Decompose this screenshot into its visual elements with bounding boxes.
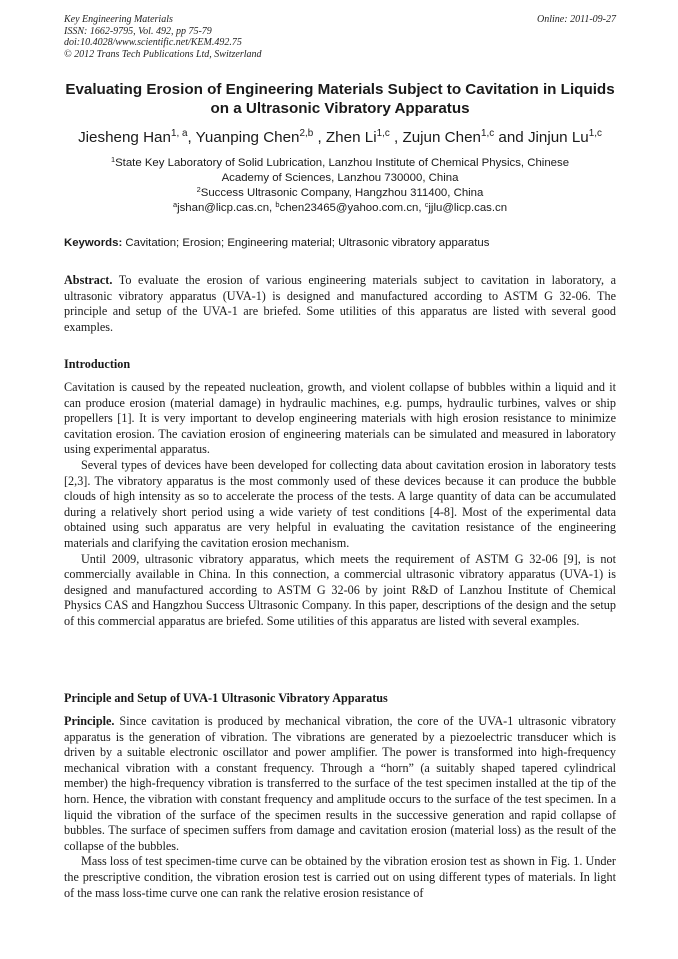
abstract (64, 273, 616, 335)
paragraph-text: Since cavitation is produced by mechanical vibration, the core of the UVA-1 ultrasonic vibratory apparatus is the generation of vibration. The vibrations are generated by a piezoelectric transducer which is driven by a suitable electronic oscillator and power amplifier. The power is transformed into high-frequency mechanical vibration with a constant frequency. Through a “horn” (a suitably shaped tapered cylindrical member) the high-frequency vibration is transferred to the surface of the test specimen installed at the tip of the horn. Hence, the vibration with constant frequency and amplitude occurs to the surface of the test specimen. In a liquid the vibration of the surface of the specimen results in the successive generation and rapid collapse of bubbles. The surface of specimen suffers from damage and cavitation erosion (material loss) as the result of the collapse of the bubbles. (64, 714, 616, 853)
email-sup: b (275, 199, 280, 209)
keywords (64, 236, 616, 251)
affiliation-text: State Key Laboratory of Solid Lubrication, Lanzhou Institute of Chemical Physics, Chinese (115, 157, 570, 169)
author-sup: 1,c (480, 128, 495, 140)
author-name: Yuanping Chen (195, 129, 300, 146)
author-name: Zhen Li (325, 129, 377, 146)
principle-body (64, 714, 616, 901)
author-separator: , (313, 129, 326, 146)
affiliation-sup: 2 (196, 184, 201, 194)
email-b: chen23465@yahoo.com.cn, (279, 202, 425, 214)
author-name: Jiesheng Han (78, 129, 171, 146)
author-separator: , (187, 129, 196, 146)
author-separator: and (494, 129, 528, 146)
paragraph: Until 2009, ultrasonic vibratory apparatus, which meets the requirement of ASTM G 32-06 [9], is not commercially available in China. In this connection, a commercial ultrasonic vibratory apparatus (UVA-1) is designed and manufactured according to ASTM G 32-06 by joint R&D of Lanzhou Institute of Chemical Physics CAS and Hangzhou Success Ultrasonic Company. In this paper, descriptions of the design and the setup of this commercial apparatus are briefed. Some utilities of this apparatus are listed with several examples. (64, 551, 616, 628)
paper-title: Evaluating Erosion of Engineering Materials Subject to Cavitation in Liquids on a Ultrasonic Vibratory Apparatus (65, 81, 615, 117)
journal-name: Key Engineering Materials (64, 14, 173, 25)
author-sup: 1,c (376, 128, 390, 140)
author-name: Jinjun Lu (527, 129, 589, 146)
abstract-text: To evaluate the erosion of various engineering materials subject to cavitation in laboratory, a ultrasonic vibratory apparatus (UVA-1) is designed and manufactured according to ASTM G 32-06. The principle and setup of the UVA-1 are briefed. Some utilities of this apparatus are listed with several good examples. (64, 273, 616, 334)
doi: doi:10.4028/www.scientific.net/KEM.492.75 (64, 37, 242, 48)
author-sup: 1,c (588, 128, 602, 140)
introduction-body (64, 380, 616, 630)
paragraph: Several types of devices have been developed for collecting data about cavitation erosion in laboratory tests [2,3]. The vibratory apparatus is the most commonly used of these devices because it can produce the bubble clouds of high intensity as so to accelerate the process of the tests. A large quantity of data can be accumulated during a relatively short period using a wide variety of test conditions [4-8]. Most of the experimental data obtained using such apparatus are very helpful in evaluating the cavitation resistance of the engineering materials and clarifying the cavitation erosion mechanism. (64, 457, 616, 550)
affiliation-2 (64, 186, 616, 201)
affiliation-text: Success Ultrasonic Company, Hangzhou 311400, China (200, 187, 484, 199)
author-sup: 1, a (170, 128, 188, 140)
keywords-label: Keywords: (64, 237, 123, 249)
abstract-label: Abstract. (64, 273, 113, 287)
affiliation-1-cont: Academy of Sciences, Lanzhou 730000, China (221, 172, 459, 184)
principle-label: Principle. (64, 714, 115, 728)
section-heading-principle: Principle and Setup of UVA-1 Ultrasonic Vibratory Apparatus (64, 691, 388, 705)
email-a: jshan@licp.cas.cn, (177, 202, 276, 214)
email-line (64, 201, 616, 216)
email-sup: c (424, 199, 429, 209)
issn: ISSN: 1662-9795, Vol. 492, pp 75-79 (64, 25, 212, 37)
journal-header (64, 14, 616, 60)
paragraph: Mass loss of test specimen-time curve can be obtained by the vibration erosion test as shown in Fig. 1. Under the prescriptive condition, the vibration erosion test is carried out on using different types of materials. In light of the mass loss-time curve one can rank the relative erosion resistance of (64, 854, 616, 900)
author-name: Zujun Chen (402, 129, 481, 146)
journal-info (64, 14, 262, 60)
paragraph (64, 714, 616, 854)
keywords-text: Cavitation; Erosion; Engineering material; Ultrasonic vibratory apparatus (122, 237, 490, 249)
affiliation-1 (64, 156, 616, 171)
section-heading-introduction: Introduction (64, 357, 131, 371)
author-list (64, 128, 616, 149)
email-c: jjlu@licp.cas.cn (428, 202, 508, 214)
copyright: © 2012 Trans Tech Publications Ltd, Switzerland (64, 48, 262, 60)
author-sup: 2,b (299, 128, 314, 140)
online-date: Online: 2011-09-27 (537, 14, 616, 25)
author-separator: , (389, 129, 403, 146)
paragraph: Cavitation is caused by the repeated nucleation, growth, and violent collapse of bubbles within a liquid and it can produce erosion (material damage) in hydraulic machines, e.g. pumps, hydraulic turbines, valves or ship propellers [1]. It is very important to develop engineering materials with high erosion resistance to minimize cavitation erosion. The caviation erosion of engineering materials can be simulated and measured in laboratory using experimental apparatus. (64, 380, 616, 457)
affiliation-sup: 1 (110, 154, 116, 164)
affiliations (64, 156, 616, 216)
email-sup: a (172, 199, 178, 209)
